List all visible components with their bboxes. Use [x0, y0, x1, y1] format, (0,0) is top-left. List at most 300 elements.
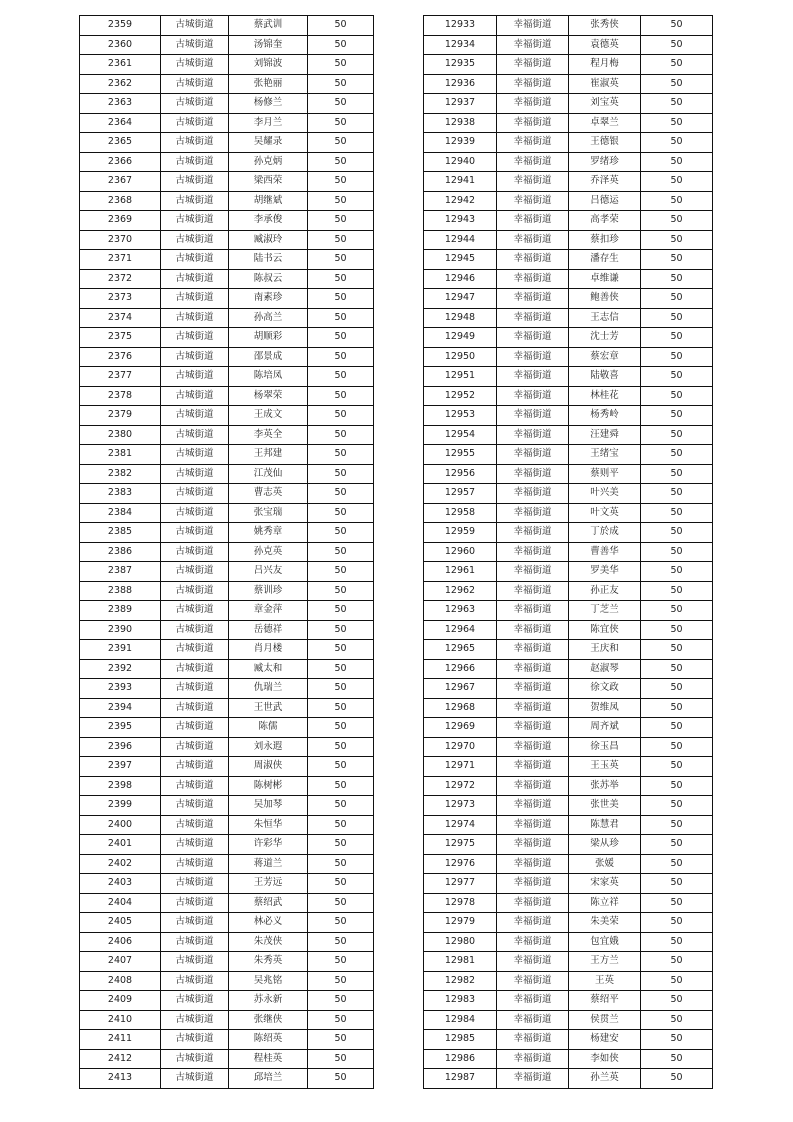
name-cell: 蔡扣珍 — [569, 230, 641, 250]
street-cell: 古城街道 — [161, 289, 229, 309]
street-cell: 古城街道 — [161, 1049, 229, 1069]
amount-cell: 50 — [308, 445, 374, 465]
name-cell: 臧淑玲 — [229, 230, 308, 250]
street-cell: 古城街道 — [161, 1030, 229, 1050]
street-cell: 幸福街道 — [497, 523, 569, 543]
amount-cell: 50 — [641, 932, 713, 952]
row-number-cell: 2373 — [80, 289, 161, 309]
table-row — [80, 991, 374, 1011]
street-cell: 幸福街道 — [497, 718, 569, 738]
row-number-cell: 2382 — [80, 464, 161, 484]
street-cell: 古城街道 — [161, 250, 229, 270]
street-cell: 幸福街道 — [497, 835, 569, 855]
street-cell: 古城街道 — [161, 484, 229, 504]
table-row — [424, 230, 713, 250]
street-cell: 古城街道 — [161, 913, 229, 933]
row-number-cell: 2359 — [80, 16, 161, 36]
street-cell: 幸福街道 — [497, 133, 569, 153]
street-cell: 古城街道 — [161, 542, 229, 562]
street-cell: 古城街道 — [161, 464, 229, 484]
amount-cell: 50 — [641, 484, 713, 504]
amount-cell: 50 — [641, 211, 713, 231]
row-number-cell: 2405 — [80, 913, 161, 933]
table-row — [424, 581, 713, 601]
street-cell: 幸福街道 — [497, 854, 569, 874]
row-number-cell: 12948 — [424, 308, 497, 328]
name-cell: 陈儒 — [229, 718, 308, 738]
name-cell: 孙克英 — [229, 542, 308, 562]
name-cell: 朱茂侠 — [229, 932, 308, 952]
street-cell: 幸福街道 — [497, 757, 569, 777]
row-number-cell: 2384 — [80, 503, 161, 523]
table-row — [424, 55, 713, 75]
amount-cell: 50 — [641, 893, 713, 913]
row-number-cell: 2413 — [80, 1069, 161, 1089]
name-cell: 程桂英 — [229, 1049, 308, 1069]
amount-cell: 50 — [641, 406, 713, 426]
table-row — [424, 503, 713, 523]
name-cell: 邵景成 — [229, 347, 308, 367]
street-cell: 幸福街道 — [497, 991, 569, 1011]
street-cell: 幸福街道 — [497, 776, 569, 796]
row-number-cell: 2389 — [80, 601, 161, 621]
row-number-cell: 2383 — [80, 484, 161, 504]
table-row — [424, 1030, 713, 1050]
street-cell: 幸福街道 — [497, 601, 569, 621]
name-cell: 吕德运 — [569, 191, 641, 211]
amount-cell: 50 — [308, 523, 374, 543]
table-row — [80, 1010, 374, 1030]
table-row — [424, 542, 713, 562]
amount-cell: 50 — [641, 94, 713, 114]
row-number-cell: 2374 — [80, 308, 161, 328]
row-number-cell: 12958 — [424, 503, 497, 523]
amount-cell: 50 — [308, 250, 374, 270]
row-number-cell: 2393 — [80, 679, 161, 699]
amount-cell: 50 — [641, 971, 713, 991]
amount-cell: 50 — [308, 191, 374, 211]
amount-cell: 50 — [308, 796, 374, 816]
amount-cell: 50 — [641, 757, 713, 777]
street-cell: 幸福街道 — [497, 932, 569, 952]
street-cell: 幸福街道 — [497, 815, 569, 835]
name-cell: 丁芝兰 — [569, 601, 641, 621]
street-cell: 古城街道 — [161, 874, 229, 894]
street-cell: 幸福街道 — [497, 640, 569, 660]
row-number-cell: 2385 — [80, 523, 161, 543]
row-number-cell: 2401 — [80, 835, 161, 855]
row-number-cell: 12974 — [424, 815, 497, 835]
row-number-cell: 2394 — [80, 698, 161, 718]
row-number-cell: 12933 — [424, 16, 497, 36]
name-cell: 袁德英 — [569, 35, 641, 55]
name-cell: 林桂花 — [569, 386, 641, 406]
amount-cell: 50 — [641, 16, 713, 36]
amount-cell: 50 — [641, 172, 713, 192]
row-number-cell: 2391 — [80, 640, 161, 660]
row-number-cell: 2365 — [80, 133, 161, 153]
row-number-cell: 12949 — [424, 328, 497, 348]
amount-cell: 50 — [641, 562, 713, 582]
amount-cell: 50 — [308, 269, 374, 289]
table-row — [80, 796, 374, 816]
amount-cell: 50 — [308, 230, 374, 250]
name-cell: 蔡宏章 — [569, 347, 641, 367]
table-row — [80, 347, 374, 367]
amount-cell: 50 — [641, 425, 713, 445]
amount-cell: 50 — [641, 152, 713, 172]
name-cell: 侯贯兰 — [569, 1010, 641, 1030]
amount-cell: 50 — [641, 230, 713, 250]
street-cell: 幸福街道 — [497, 503, 569, 523]
street-cell: 古城街道 — [161, 854, 229, 874]
name-cell: 王英 — [569, 971, 641, 991]
row-number-cell: 12976 — [424, 854, 497, 874]
name-cell: 许彩华 — [229, 835, 308, 855]
row-number-cell: 2369 — [80, 211, 161, 231]
name-cell: 蔡绍武 — [229, 893, 308, 913]
table-row — [424, 718, 713, 738]
name-cell: 陈培凤 — [229, 367, 308, 387]
name-cell: 朱恒华 — [229, 815, 308, 835]
street-cell: 幸福街道 — [497, 698, 569, 718]
street-cell: 幸福街道 — [497, 1049, 569, 1069]
amount-cell: 50 — [308, 211, 374, 231]
table-row — [80, 328, 374, 348]
name-cell: 鲍善侠 — [569, 289, 641, 309]
amount-cell: 50 — [308, 581, 374, 601]
row-number-cell: 12945 — [424, 250, 497, 270]
table-row — [80, 737, 374, 757]
name-cell: 乔泽英 — [569, 172, 641, 192]
table-row — [80, 640, 374, 660]
amount-cell: 50 — [641, 796, 713, 816]
amount-cell: 50 — [308, 152, 374, 172]
name-cell: 李英全 — [229, 425, 308, 445]
name-cell: 蔡训珍 — [229, 581, 308, 601]
table-row — [424, 113, 713, 133]
table-row — [424, 971, 713, 991]
amount-cell: 50 — [641, 74, 713, 94]
row-number-cell: 12955 — [424, 445, 497, 465]
amount-cell: 50 — [308, 893, 374, 913]
amount-cell: 50 — [641, 386, 713, 406]
row-number-cell: 2366 — [80, 152, 161, 172]
row-number-cell: 2411 — [80, 1030, 161, 1050]
street-cell: 幸福街道 — [497, 737, 569, 757]
street-cell: 古城街道 — [161, 406, 229, 426]
table-row — [80, 35, 374, 55]
street-cell: 古城街道 — [161, 16, 229, 36]
row-number-cell: 2402 — [80, 854, 161, 874]
table-row — [424, 386, 713, 406]
row-number-cell: 12987 — [424, 1069, 497, 1089]
amount-cell: 50 — [308, 308, 374, 328]
street-cell: 古城街道 — [161, 523, 229, 543]
row-number-cell: 2406 — [80, 932, 161, 952]
name-cell: 张艳丽 — [229, 74, 308, 94]
row-number-cell: 12973 — [424, 796, 497, 816]
amount-cell: 50 — [308, 815, 374, 835]
name-cell: 叶文英 — [569, 503, 641, 523]
amount-cell: 50 — [308, 55, 374, 75]
name-cell: 臧太和 — [229, 659, 308, 679]
row-number-cell: 12960 — [424, 542, 497, 562]
table-row — [80, 757, 374, 777]
row-number-cell: 2371 — [80, 250, 161, 270]
street-cell: 幸福街道 — [497, 952, 569, 972]
row-number-cell: 12956 — [424, 464, 497, 484]
amount-cell: 50 — [641, 698, 713, 718]
amount-cell: 50 — [308, 971, 374, 991]
table-row — [80, 308, 374, 328]
name-cell: 崔淑英 — [569, 74, 641, 94]
amount-cell: 50 — [308, 328, 374, 348]
row-number-cell: 2363 — [80, 94, 161, 114]
row-number-cell: 2377 — [80, 367, 161, 387]
street-cell: 古城街道 — [161, 367, 229, 387]
table-row — [424, 679, 713, 699]
amount-cell: 50 — [641, 835, 713, 855]
row-number-cell: 2378 — [80, 386, 161, 406]
amount-cell: 50 — [308, 620, 374, 640]
amount-cell: 50 — [641, 874, 713, 894]
name-cell: 陈绍英 — [229, 1030, 308, 1050]
row-number-cell: 2397 — [80, 757, 161, 777]
amount-cell: 50 — [308, 913, 374, 933]
name-cell: 陈立祥 — [569, 893, 641, 913]
table-row — [424, 815, 713, 835]
amount-cell: 50 — [641, 815, 713, 835]
street-cell: 幸福街道 — [497, 464, 569, 484]
street-cell: 古城街道 — [161, 581, 229, 601]
row-number-cell: 12972 — [424, 776, 497, 796]
name-cell: 王志信 — [569, 308, 641, 328]
table-row — [424, 601, 713, 621]
street-cell: 古城街道 — [161, 835, 229, 855]
amount-cell: 50 — [641, 308, 713, 328]
amount-cell: 50 — [308, 406, 374, 426]
street-cell: 古城街道 — [161, 113, 229, 133]
row-number-cell: 2372 — [80, 269, 161, 289]
amount-cell: 50 — [641, 854, 713, 874]
amount-cell: 50 — [308, 679, 374, 699]
table-row — [80, 16, 374, 36]
street-cell: 古城街道 — [161, 386, 229, 406]
table-row — [80, 952, 374, 972]
table-row — [80, 133, 374, 153]
table-row — [80, 932, 374, 952]
name-cell: 李承俊 — [229, 211, 308, 231]
name-cell: 徐文政 — [569, 679, 641, 699]
table-row — [80, 230, 374, 250]
table-row — [80, 815, 374, 835]
row-number-cell: 12942 — [424, 191, 497, 211]
amount-cell: 50 — [641, 601, 713, 621]
row-number-cell: 12934 — [424, 35, 497, 55]
table-row — [80, 172, 374, 192]
table-row — [80, 698, 374, 718]
name-cell: 曹志英 — [229, 484, 308, 504]
table-row — [424, 484, 713, 504]
amount-cell: 50 — [641, 55, 713, 75]
name-cell: 胡继斌 — [229, 191, 308, 211]
amount-cell: 50 — [308, 367, 374, 387]
name-cell: 吴加琴 — [229, 796, 308, 816]
name-cell: 朱秀英 — [229, 952, 308, 972]
street-cell: 古城街道 — [161, 1010, 229, 1030]
name-cell: 孙高兰 — [229, 308, 308, 328]
table-row — [424, 562, 713, 582]
street-cell: 幸福街道 — [497, 289, 569, 309]
row-number-cell: 2407 — [80, 952, 161, 972]
street-cell: 古城街道 — [161, 35, 229, 55]
name-cell: 梁西荣 — [229, 172, 308, 192]
street-cell: 古城街道 — [161, 893, 229, 913]
table-row — [424, 523, 713, 543]
row-number-cell: 12982 — [424, 971, 497, 991]
amount-cell: 50 — [308, 601, 374, 621]
name-cell: 卓维谦 — [569, 269, 641, 289]
name-cell: 宋家英 — [569, 874, 641, 894]
amount-cell: 50 — [641, 289, 713, 309]
table-row — [424, 74, 713, 94]
name-cell: 赵淑琴 — [569, 659, 641, 679]
name-cell: 程月梅 — [569, 55, 641, 75]
table-row — [80, 874, 374, 894]
street-cell: 古城街道 — [161, 152, 229, 172]
amount-cell: 50 — [641, 1010, 713, 1030]
name-cell: 蔡武训 — [229, 16, 308, 36]
table-row — [80, 94, 374, 114]
street-cell: 古城街道 — [161, 308, 229, 328]
table-row — [80, 562, 374, 582]
street-cell: 古城街道 — [161, 55, 229, 75]
row-number-cell: 12970 — [424, 737, 497, 757]
amount-cell: 50 — [641, 347, 713, 367]
amount-cell: 50 — [308, 542, 374, 562]
table-row — [424, 932, 713, 952]
name-cell: 王世武 — [229, 698, 308, 718]
table-row — [80, 445, 374, 465]
street-cell: 古城街道 — [161, 815, 229, 835]
name-cell: 曹善华 — [569, 542, 641, 562]
name-cell: 林必义 — [229, 913, 308, 933]
table-row — [80, 74, 374, 94]
amount-cell: 50 — [308, 562, 374, 582]
amount-cell: 50 — [641, 952, 713, 972]
table-row — [424, 640, 713, 660]
table-row — [80, 406, 374, 426]
amount-cell: 50 — [641, 776, 713, 796]
amount-cell: 50 — [641, 718, 713, 738]
row-number-cell: 2361 — [80, 55, 161, 75]
table-row — [80, 893, 374, 913]
name-cell: 卓翠兰 — [569, 113, 641, 133]
street-cell: 古城街道 — [161, 1069, 229, 1089]
name-cell: 张苏举 — [569, 776, 641, 796]
table-row — [424, 367, 713, 387]
table-row — [80, 620, 374, 640]
street-cell: 幸福街道 — [497, 35, 569, 55]
row-number-cell: 2404 — [80, 893, 161, 913]
table-row — [424, 952, 713, 972]
amount-cell: 50 — [308, 835, 374, 855]
name-cell: 王邦建 — [229, 445, 308, 465]
street-cell: 幸福街道 — [497, 211, 569, 231]
amount-cell: 50 — [641, 1069, 713, 1089]
street-cell: 幸福街道 — [497, 425, 569, 445]
row-number-cell: 2360 — [80, 35, 161, 55]
table-row — [80, 913, 374, 933]
street-cell: 幸福街道 — [497, 308, 569, 328]
table-row — [424, 737, 713, 757]
row-number-cell: 12941 — [424, 172, 497, 192]
name-cell: 吕兴友 — [229, 562, 308, 582]
table-row — [424, 250, 713, 270]
name-cell: 陈慧君 — [569, 815, 641, 835]
row-number-cell: 2379 — [80, 406, 161, 426]
row-number-cell: 12980 — [424, 932, 497, 952]
table-row — [80, 484, 374, 504]
amount-cell: 50 — [308, 503, 374, 523]
street-cell: 古城街道 — [161, 932, 229, 952]
table-row — [80, 113, 374, 133]
name-cell: 胡顺彩 — [229, 328, 308, 348]
table-row — [424, 289, 713, 309]
street-cell: 古城街道 — [161, 640, 229, 660]
table-row — [80, 191, 374, 211]
street-cell: 古城街道 — [161, 659, 229, 679]
street-cell: 幸福街道 — [497, 74, 569, 94]
table-row — [80, 581, 374, 601]
street-cell: 古城街道 — [161, 133, 229, 153]
amount-cell: 50 — [641, 503, 713, 523]
table-row — [80, 464, 374, 484]
street-cell: 古城街道 — [161, 718, 229, 738]
amount-cell: 50 — [308, 932, 374, 952]
row-number-cell: 12944 — [424, 230, 497, 250]
row-number-cell: 12981 — [424, 952, 497, 972]
table-row — [424, 796, 713, 816]
name-cell: 王方兰 — [569, 952, 641, 972]
table-row — [424, 133, 713, 153]
row-number-cell: 12971 — [424, 757, 497, 777]
amount-cell: 50 — [641, 1049, 713, 1069]
street-cell: 幸福街道 — [497, 581, 569, 601]
row-number-cell: 12964 — [424, 620, 497, 640]
table-row — [424, 445, 713, 465]
row-number-cell: 12937 — [424, 94, 497, 114]
table-row — [80, 1030, 374, 1050]
amount-cell: 50 — [641, 191, 713, 211]
amount-cell: 50 — [641, 659, 713, 679]
street-cell: 幸福街道 — [497, 172, 569, 192]
table-row — [80, 367, 374, 387]
amount-cell: 50 — [308, 484, 374, 504]
name-cell: 王芳远 — [229, 874, 308, 894]
name-cell: 陆敬喜 — [569, 367, 641, 387]
name-cell: 张宝瑞 — [229, 503, 308, 523]
table-row — [80, 1049, 374, 1069]
amount-cell: 50 — [641, 991, 713, 1011]
street-cell: 幸福街道 — [497, 367, 569, 387]
table-row — [424, 1049, 713, 1069]
row-number-cell: 2403 — [80, 874, 161, 894]
street-cell: 幸福街道 — [497, 406, 569, 426]
table-row — [424, 659, 713, 679]
name-cell: 岳德祥 — [229, 620, 308, 640]
